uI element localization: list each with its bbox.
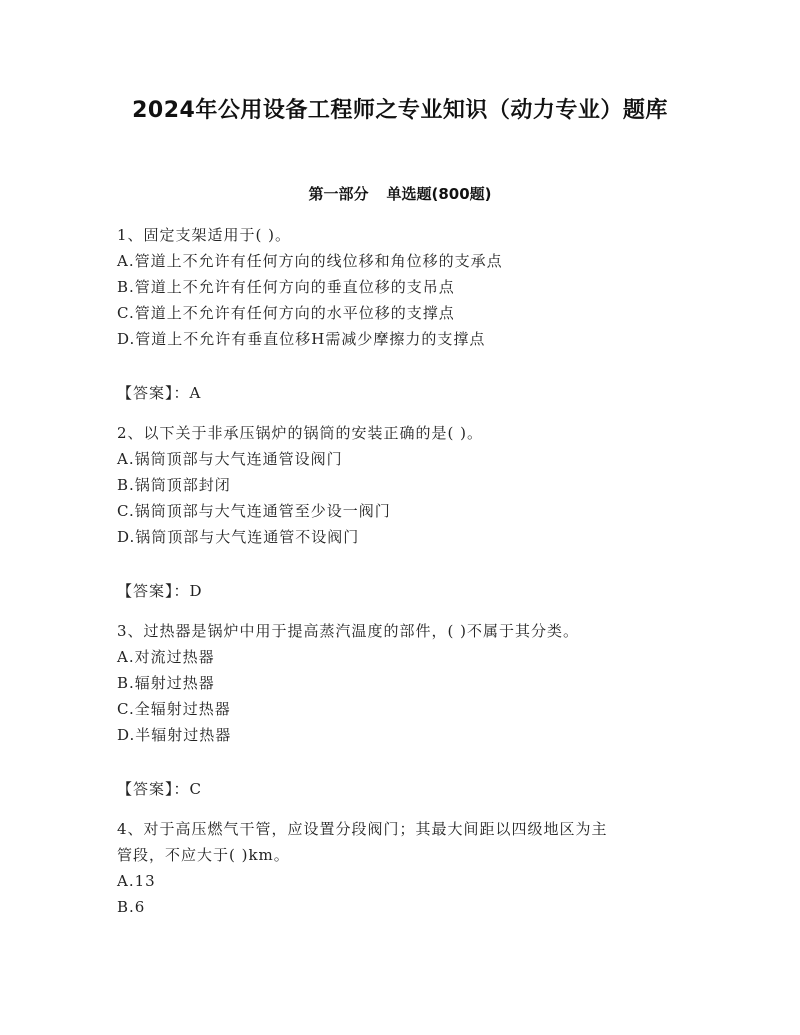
question-stem-line-2: 管段，不应大于( )km。: [117, 846, 290, 864]
option-b: B.辐射过热器: [117, 674, 215, 692]
question-3: [117, 618, 687, 802]
section-part: 第一部分: [308, 185, 369, 203]
option-a: A.管道上不允许有任何方向的线位移和角位移的支承点: [117, 252, 503, 270]
option-b: B.锅筒顶部封闭: [117, 476, 231, 494]
section-name: 单选题(800题): [386, 185, 492, 203]
option-b: B.管道上不允许有任何方向的垂直位移的支吊点: [117, 278, 455, 296]
answer: 【答案】：C: [117, 780, 202, 798]
option-b: B.6: [117, 898, 146, 916]
question-stem: 2、以下关于非承压锅炉的锅筒的安装正确的是( )。: [117, 424, 484, 442]
question-2: [117, 420, 687, 604]
answer: 【答案】：D: [117, 582, 203, 600]
question-list: [117, 222, 687, 920]
question-1: [117, 222, 687, 406]
option-d: D.锅筒顶部与大气连通管不设阀门: [117, 528, 360, 546]
option-c: C.全辐射过热器: [117, 700, 231, 718]
option-c: C.锅筒顶部与大气连通管至少设一阀门: [117, 502, 391, 520]
question-4: [117, 816, 687, 920]
question-stem: 3、过热器是锅炉中用于提高蒸汽温度的部件，( )不属于其分类。: [117, 622, 580, 640]
answer: 【答案】：A: [117, 384, 202, 402]
option-a: A.锅筒顶部与大气连通管设阀门: [117, 450, 343, 468]
document-title: 2024年公用设备工程师之专业知识（动力专业）题库: [132, 98, 668, 123]
option-d: D.半辐射过热器: [117, 726, 232, 744]
option-a: A.13: [117, 872, 156, 890]
option-a: A.对流过热器: [117, 648, 215, 666]
option-d: D.管道上不允许有垂直位移H需减少摩擦力的支撑点: [117, 330, 486, 348]
option-c: C.管道上不允许有任何方向的水平位移的支撑点: [117, 304, 455, 322]
section-title: [0, 183, 800, 204]
question-stem: 1、固定支架适用于( )。: [117, 226, 292, 244]
question-stem-line-1: 4、对于高压燃气干管，应设置分段阀门；其最大间距以四级地区为主: [117, 820, 608, 838]
